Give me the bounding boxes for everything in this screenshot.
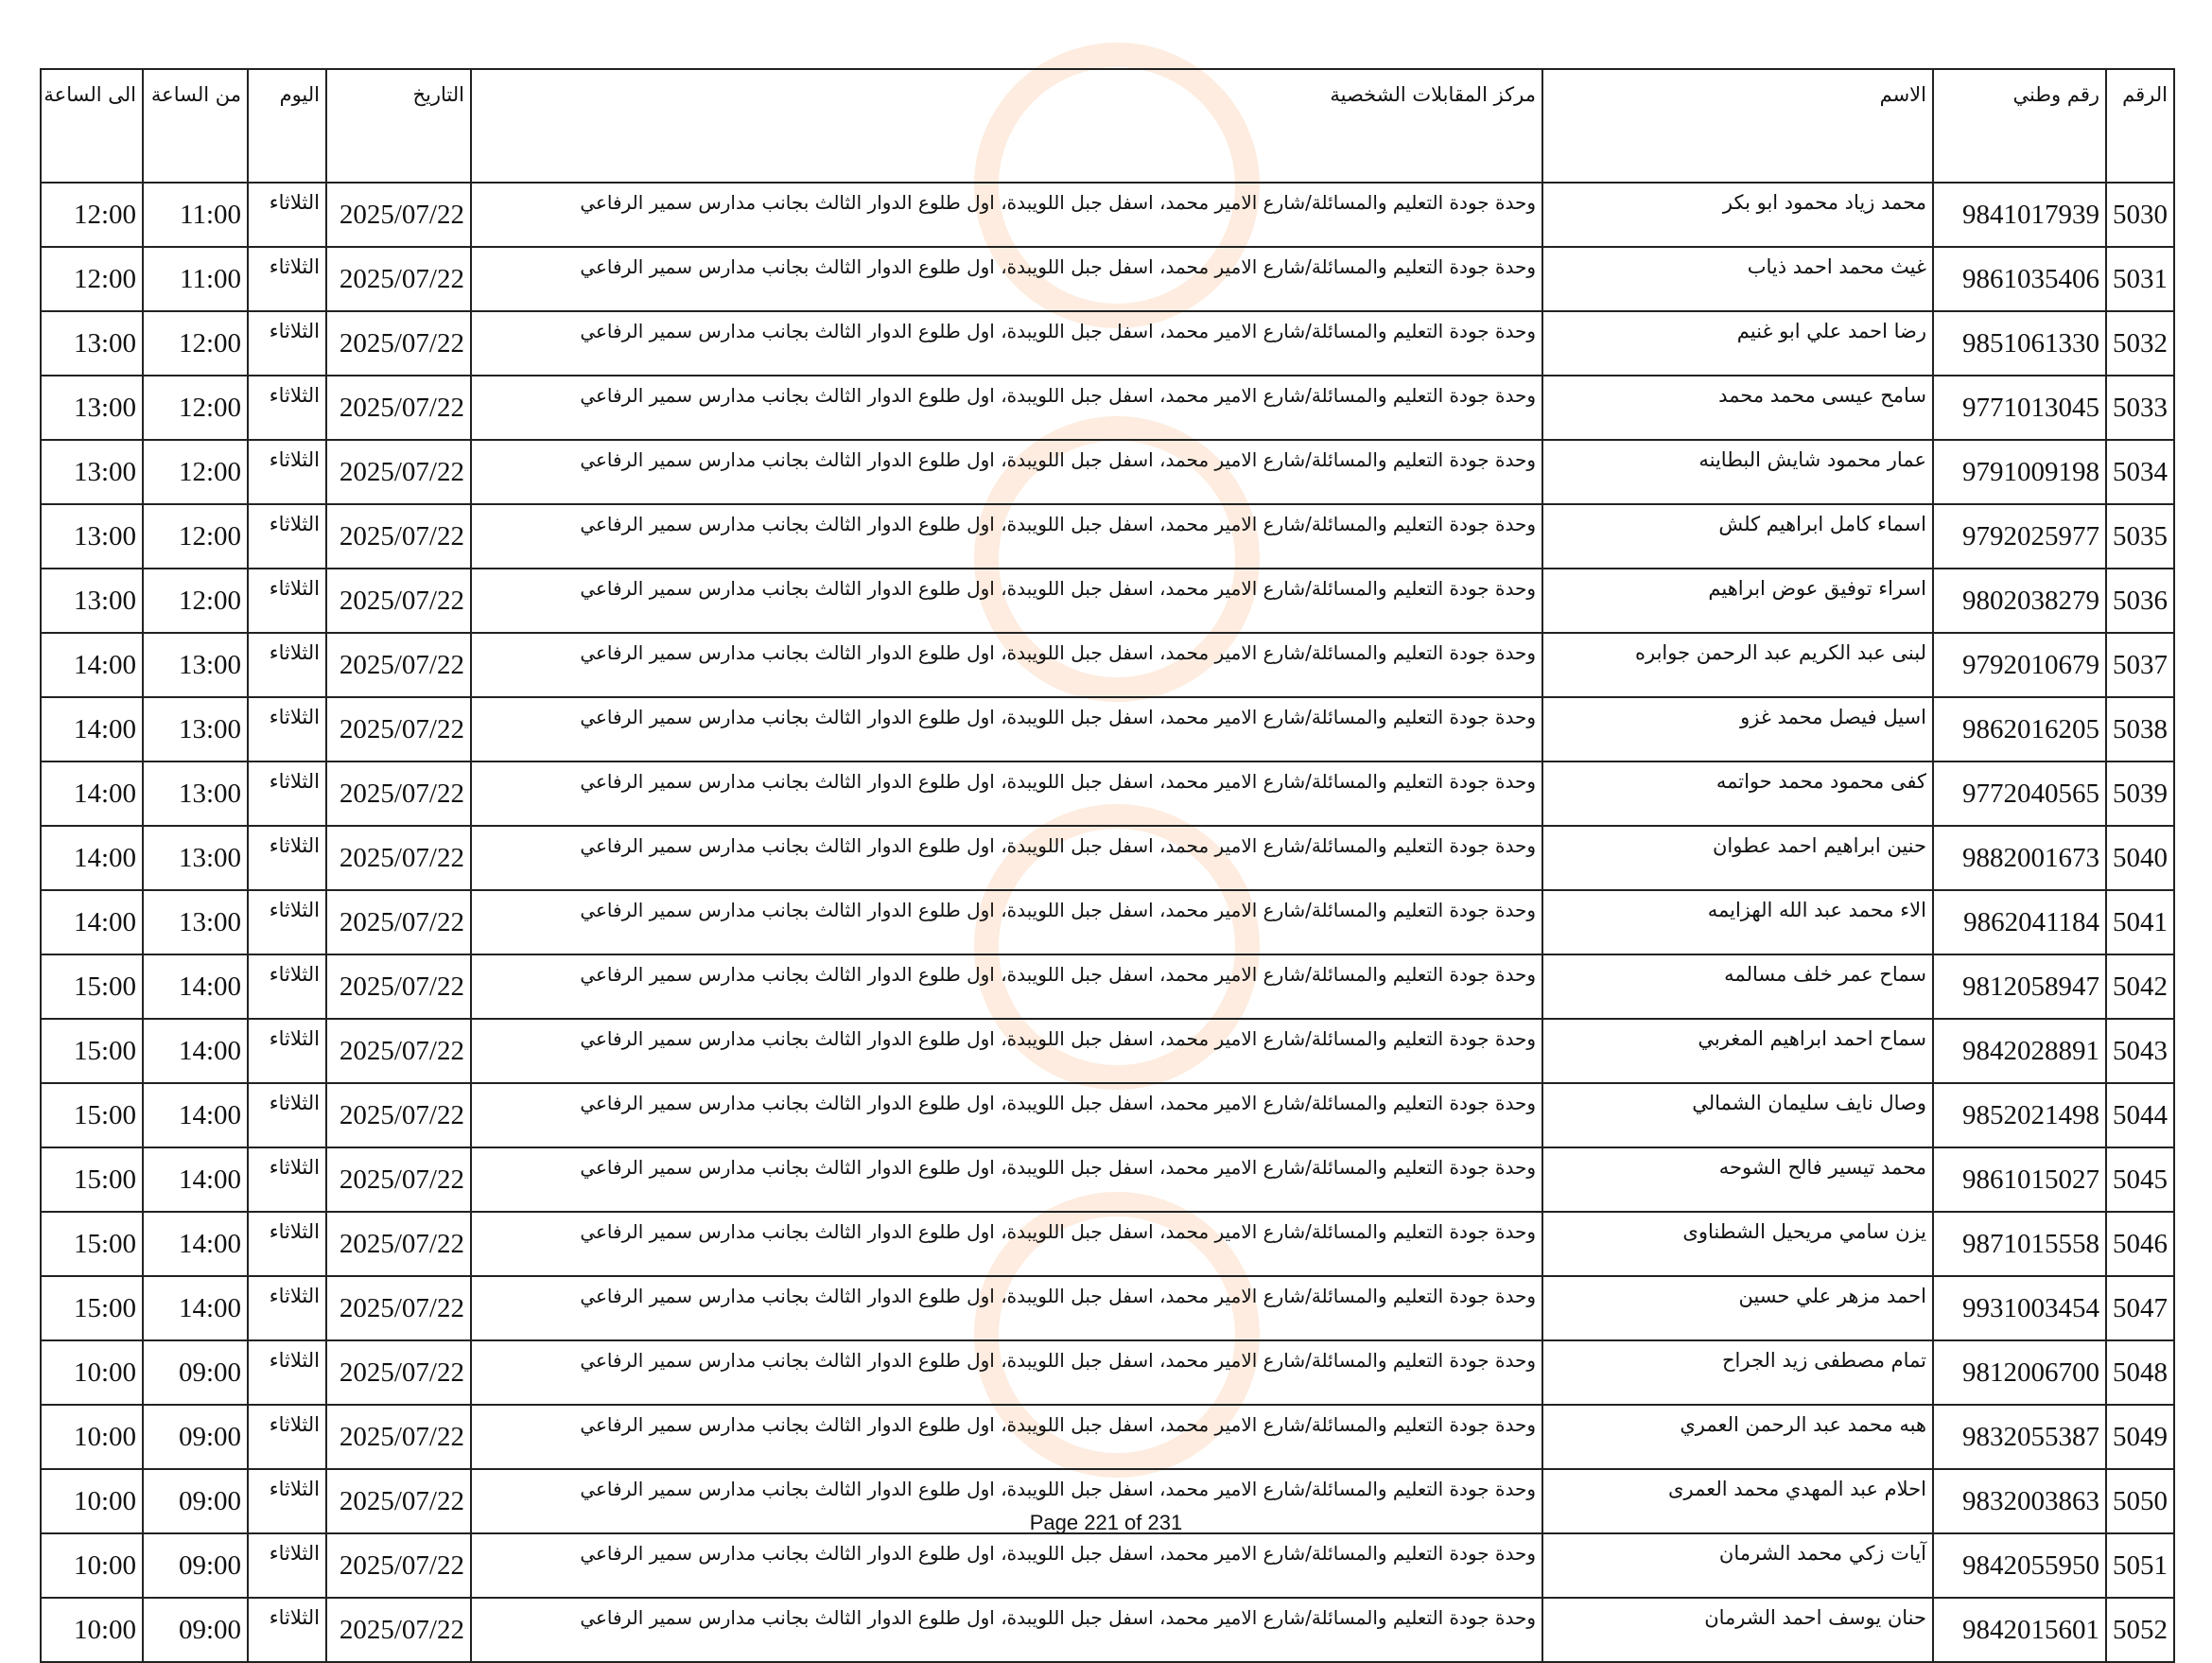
cell-day: الثلاثاء	[248, 311, 326, 376]
table-row	[41, 1405, 2174, 1469]
cell-to: 15:00	[41, 954, 143, 1019]
cell-day: الثلاثاء	[248, 1469, 326, 1533]
cell-day: الثلاثاء	[248, 1533, 326, 1598]
cell-day: الثلاثاء	[248, 697, 326, 761]
cell-from: 13:00	[143, 761, 248, 826]
cell-national-id: 9931003454	[1933, 1276, 2106, 1340]
cell-to: 14:00	[41, 890, 143, 954]
table-row	[41, 1019, 2174, 1083]
cell-from: 11:00	[143, 247, 248, 311]
cell-from: 12:00	[143, 569, 248, 633]
cell-no: 5039	[2106, 761, 2174, 826]
cell-no: 5031	[2106, 247, 2174, 311]
cell-no: 5043	[2106, 1019, 2174, 1083]
cell-day: الثلاثاء	[248, 376, 326, 440]
cell-center: وحدة جودة التعليم والمسائلة/شارع الامير محمد، اسفل جبل اللويبدة، اول طلوع الدوار الثالث بجانب مدارس سمير الرفاعي	[471, 376, 1542, 440]
cell-national-id: 9792010679	[1933, 633, 2106, 697]
cell-to: 10:00	[41, 1405, 143, 1469]
table-row	[41, 1340, 2174, 1405]
page-number: Page 221 of 231	[1029, 1511, 1183, 1534]
header-to: الى الساعة	[41, 69, 143, 183]
cell-no: 5047	[2106, 1276, 2174, 1340]
cell-center: وحدة جودة التعليم والمسائلة/شارع الامير محمد، اسفل جبل اللويبدة، اول طلوع الدوار الثالث بجانب مدارس سمير الرفاعي	[471, 890, 1542, 954]
cell-national-id: 9832055387	[1933, 1405, 2106, 1469]
header-day: اليوم	[248, 69, 326, 183]
cell-national-id: 9842055950	[1933, 1533, 2106, 1598]
cell-day: الثلاثاء	[248, 1276, 326, 1340]
cell-national-id: 9861035406	[1933, 247, 2106, 311]
cell-date: 2025/07/22	[326, 761, 471, 826]
cell-to: 15:00	[41, 1083, 143, 1147]
cell-name: يزن سامي مريحيل الشطناوى	[1542, 1212, 1933, 1276]
cell-to: 14:00	[41, 633, 143, 697]
cell-date: 2025/07/22	[326, 826, 471, 890]
cell-day: الثلاثاء	[248, 183, 326, 247]
header-center: مركز المقابلات الشخصية	[471, 69, 1542, 183]
cell-national-id: 9791009198	[1933, 440, 2106, 504]
cell-from: 14:00	[143, 1083, 248, 1147]
cell-to: 12:00	[41, 183, 143, 247]
cell-national-id: 9852021498	[1933, 1083, 2106, 1147]
cell-from: 13:00	[143, 890, 248, 954]
cell-to: 15:00	[41, 1019, 143, 1083]
cell-name: كفى محمود محمد حواتمه	[1542, 761, 1933, 826]
cell-center: وحدة جودة التعليم والمسائلة/شارع الامير محمد، اسفل جبل اللويبدة، اول طلوع الدوار الثالث بجانب مدارس سمير الرفاعي	[471, 761, 1542, 826]
cell-day: الثلاثاء	[248, 1598, 326, 1662]
cell-to: 10:00	[41, 1598, 143, 1662]
table-row	[41, 504, 2174, 569]
cell-date: 2025/07/22	[326, 1212, 471, 1276]
cell-from: 12:00	[143, 376, 248, 440]
cell-from: 14:00	[143, 954, 248, 1019]
cell-no: 5051	[2106, 1533, 2174, 1598]
cell-center: وحدة جودة التعليم والمسائلة/شارع الامير محمد، اسفل جبل اللويبدة، اول طلوع الدوار الثالث بجانب مدارس سمير الرفاعي	[471, 826, 1542, 890]
cell-center: وحدة جودة التعليم والمسائلة/شارع الامير محمد، اسفل جبل اللويبدة، اول طلوع الدوار الثالث بجانب مدارس سمير الرفاعي	[471, 183, 1542, 247]
cell-day: الثلاثاء	[248, 1340, 326, 1405]
cell-day: الثلاثاء	[248, 954, 326, 1019]
cell-day: الثلاثاء	[248, 1405, 326, 1469]
table-row	[41, 311, 2174, 376]
cell-name: الاء محمد عبد الله الهزايمه	[1542, 890, 1933, 954]
header-name: الاسم	[1542, 69, 1933, 183]
cell-name: محمد تيسير فالح الشوحه	[1542, 1147, 1933, 1212]
table-row	[41, 890, 2174, 954]
table-row	[41, 954, 2174, 1019]
cell-date: 2025/07/22	[326, 247, 471, 311]
cell-date: 2025/07/22	[326, 311, 471, 376]
cell-center: وحدة جودة التعليم والمسائلة/شارع الامير محمد، اسفل جبل اللويبدة، اول طلوع الدوار الثالث بجانب مدارس سمير الرفاعي	[471, 1083, 1542, 1147]
table-row	[41, 183, 2174, 247]
cell-to: 13:00	[41, 504, 143, 569]
cell-name: سامح عيسى محمد محمد	[1542, 376, 1933, 440]
cell-center: وحدة جودة التعليم والمسائلة/شارع الامير محمد، اسفل جبل اللويبدة، اول طلوع الدوار الثالث بجانب مدارس سمير الرفاعي	[471, 1533, 1542, 1598]
cell-center: وحدة جودة التعليم والمسائلة/شارع الامير محمد، اسفل جبل اللويبدة، اول طلوع الدوار الثالث بجانب مدارس سمير الرفاعي	[471, 1147, 1542, 1212]
cell-no: 5040	[2106, 826, 2174, 890]
cell-name: سماح عمر خلف مسالمه	[1542, 954, 1933, 1019]
cell-from: 14:00	[143, 1212, 248, 1276]
cell-no: 5035	[2106, 504, 2174, 569]
cell-national-id: 9842028891	[1933, 1019, 2106, 1083]
cell-date: 2025/07/22	[326, 1598, 471, 1662]
cell-no: 5036	[2106, 569, 2174, 633]
cell-no: 5050	[2106, 1469, 2174, 1533]
cell-center: وحدة جودة التعليم والمسائلة/شارع الامير محمد، اسفل جبل اللويبدة، اول طلوع الدوار الثالث بجانب مدارس سمير الرفاعي	[471, 1019, 1542, 1083]
table-row	[41, 826, 2174, 890]
cell-date: 2025/07/22	[326, 1147, 471, 1212]
table-row	[41, 569, 2174, 633]
cell-date: 2025/07/22	[326, 1533, 471, 1598]
table-row	[41, 761, 2174, 826]
cell-national-id: 9812006700	[1933, 1340, 2106, 1405]
cell-no: 5034	[2106, 440, 2174, 504]
cell-name: احلام عبد المهدي محمد العمرى	[1542, 1469, 1933, 1533]
cell-center: وحدة جودة التعليم والمسائلة/شارع الامير محمد، اسفل جبل اللويبدة، اول طلوع الدوار الثالث بجانب مدارس سمير الرفاعي	[471, 569, 1542, 633]
cell-date: 2025/07/22	[326, 1276, 471, 1340]
cell-national-id: 9851061330	[1933, 311, 2106, 376]
table-row	[41, 376, 2174, 440]
cell-no: 5042	[2106, 954, 2174, 1019]
cell-to: 14:00	[41, 761, 143, 826]
cell-from: 14:00	[143, 1147, 248, 1212]
cell-day: الثلاثاء	[248, 633, 326, 697]
cell-national-id: 9882001673	[1933, 826, 2106, 890]
cell-no: 5044	[2106, 1083, 2174, 1147]
cell-day: الثلاثاء	[248, 761, 326, 826]
cell-center: وحدة جودة التعليم والمسائلة/شارع الامير محمد، اسفل جبل اللويبدة، اول طلوع الدوار الثالث بجانب مدارس سمير الرفاعي	[471, 1405, 1542, 1469]
cell-to: 12:00	[41, 247, 143, 311]
header-no: الرقم	[2106, 69, 2174, 183]
cell-national-id: 9802038279	[1933, 569, 2106, 633]
cell-date: 2025/07/22	[326, 1469, 471, 1533]
table-row	[41, 1276, 2174, 1340]
cell-to: 10:00	[41, 1533, 143, 1598]
table-row	[41, 1212, 2174, 1276]
cell-name: غيث محمد احمد ذياب	[1542, 247, 1933, 311]
cell-name: وصال نايف سليمان الشمالي	[1542, 1083, 1933, 1147]
cell-name: تمام مصطفى زيد الجراح	[1542, 1340, 1933, 1405]
cell-date: 2025/07/22	[326, 569, 471, 633]
cell-center: وحدة جودة التعليم والمسائلة/شارع الامير محمد، اسفل جبل اللويبدة، اول طلوع الدوار الثالث بجانب مدارس سمير الرفاعي	[471, 697, 1542, 761]
header-national-id: رقم وطني	[1933, 69, 2106, 183]
table-row	[41, 1147, 2174, 1212]
cell-national-id: 9792025977	[1933, 504, 2106, 569]
cell-day: الثلاثاء	[248, 826, 326, 890]
table-row	[41, 697, 2174, 761]
cell-name: هبه محمد عبد الرحمن العمري	[1542, 1405, 1933, 1469]
cell-center: وحدة جودة التعليم والمسائلة/شارع الامير محمد، اسفل جبل اللويبدة، اول طلوع الدوار الثالث بجانب مدارس سمير الرفاعي	[471, 1340, 1542, 1405]
cell-to: 15:00	[41, 1212, 143, 1276]
table-row	[41, 1083, 2174, 1147]
cell-to: 13:00	[41, 311, 143, 376]
cell-from: 12:00	[143, 504, 248, 569]
cell-no: 5048	[2106, 1340, 2174, 1405]
cell-date: 2025/07/22	[326, 504, 471, 569]
cell-name: اسراء توفيق عوض ابراهيم	[1542, 569, 1933, 633]
cell-center: وحدة جودة التعليم والمسائلة/شارع الامير محمد، اسفل جبل اللويبدة، اول طلوع الدوار الثالث بجانب مدارس سمير الرفاعي	[471, 633, 1542, 697]
cell-day: الثلاثاء	[248, 1019, 326, 1083]
cell-day: الثلاثاء	[248, 504, 326, 569]
cell-date: 2025/07/22	[326, 376, 471, 440]
cell-from: 13:00	[143, 697, 248, 761]
cell-date: 2025/07/22	[326, 697, 471, 761]
cell-to: 14:00	[41, 697, 143, 761]
cell-to: 10:00	[41, 1469, 143, 1533]
cell-from: 13:00	[143, 633, 248, 697]
cell-national-id: 9861015027	[1933, 1147, 2106, 1212]
cell-from: 09:00	[143, 1598, 248, 1662]
cell-day: الثلاثاء	[248, 440, 326, 504]
cell-day: الثلاثاء	[248, 1083, 326, 1147]
cell-from: 13:00	[143, 826, 248, 890]
table-row	[41, 247, 2174, 311]
cell-national-id: 9862016205	[1933, 697, 2106, 761]
cell-name: حنان يوسف احمد الشرمان	[1542, 1598, 1933, 1662]
cell-no: 5032	[2106, 311, 2174, 376]
cell-to: 13:00	[41, 569, 143, 633]
header-row	[41, 69, 2174, 183]
cell-day: الثلاثاء	[248, 890, 326, 954]
cell-name: سماح احمد ابراهيم المغربي	[1542, 1019, 1933, 1083]
cell-to: 13:00	[41, 376, 143, 440]
cell-center: وحدة جودة التعليم والمسائلة/شارع الامير محمد، اسفل جبل اللويبدة، اول طلوع الدوار الثالث بجانب مدارس سمير الرفاعي	[471, 440, 1542, 504]
cell-to: 13:00	[41, 440, 143, 504]
cell-name: حنين ابراهيم احمد عطوان	[1542, 826, 1933, 890]
cell-no: 5045	[2106, 1147, 2174, 1212]
cell-name: اسماء كامل ابراهيم كلش	[1542, 504, 1933, 569]
cell-date: 2025/07/22	[326, 633, 471, 697]
cell-center: وحدة جودة التعليم والمسائلة/شارع الامير محمد، اسفل جبل اللويبدة، اول طلوع الدوار الثالث بجانب مدارس سمير الرفاعي	[471, 1212, 1542, 1276]
cell-no: 5052	[2106, 1598, 2174, 1662]
cell-national-id: 9812058947	[1933, 954, 2106, 1019]
cell-from: 09:00	[143, 1469, 248, 1533]
cell-day: الثلاثاء	[248, 1212, 326, 1276]
cell-date: 2025/07/22	[326, 1019, 471, 1083]
cell-day: الثلاثاء	[248, 247, 326, 311]
table-row	[41, 440, 2174, 504]
cell-from: 12:00	[143, 311, 248, 376]
cell-date: 2025/07/22	[326, 1405, 471, 1469]
cell-from: 14:00	[143, 1019, 248, 1083]
cell-no: 5038	[2106, 697, 2174, 761]
interview-schedule-table	[40, 68, 2175, 1663]
cell-no: 5041	[2106, 890, 2174, 954]
cell-center: وحدة جودة التعليم والمسائلة/شارع الامير محمد، اسفل جبل اللويبدة، اول طلوع الدوار الثالث بجانب مدارس سمير الرفاعي	[471, 504, 1542, 569]
cell-from: 11:00	[143, 183, 248, 247]
cell-from: 09:00	[143, 1405, 248, 1469]
cell-name: احمد مزهر علي حسين	[1542, 1276, 1933, 1340]
cell-to: 15:00	[41, 1276, 143, 1340]
cell-date: 2025/07/22	[326, 1083, 471, 1147]
cell-name: آيات زكي محمد الشرمان	[1542, 1533, 1933, 1598]
table-row	[41, 633, 2174, 697]
cell-from: 12:00	[143, 440, 248, 504]
cell-date: 2025/07/22	[326, 1340, 471, 1405]
cell-center: وحدة جودة التعليم والمسائلة/شارع الامير محمد، اسفل جبل اللويبدة، اول طلوع الدوار الثالث بجانب مدارس سمير الرفاعي	[471, 311, 1542, 376]
header-date: التاريخ	[326, 69, 471, 183]
cell-from: 09:00	[143, 1340, 248, 1405]
cell-center: وحدة جودة التعليم والمسائلة/شارع الامير محمد، اسفل جبل اللويبدة، اول طلوع الدوار الثالث بجانب مدارس سمير الرفاعي	[471, 954, 1542, 1019]
cell-name: اسيل فيصل محمد غزو	[1542, 697, 1933, 761]
cell-no: 5049	[2106, 1405, 2174, 1469]
cell-name: رضا احمد علي ابو غنيم	[1542, 311, 1933, 376]
cell-name: محمد زياد محمود ابو بكر	[1542, 183, 1933, 247]
table-row	[41, 1533, 2174, 1598]
cell-day: الثلاثاء	[248, 1147, 326, 1212]
cell-to: 15:00	[41, 1147, 143, 1212]
cell-national-id: 9771013045	[1933, 376, 2106, 440]
cell-no: 5046	[2106, 1212, 2174, 1276]
cell-center: وحدة جودة التعليم والمسائلة/شارع الامير محمد، اسفل جبل اللويبدة، اول طلوع الدوار الثالث بجانب مدارس سمير الرفاعي	[471, 1469, 1542, 1533]
cell-date: 2025/07/22	[326, 890, 471, 954]
cell-to: 14:00	[41, 826, 143, 890]
cell-no: 5030	[2106, 183, 2174, 247]
table-row	[41, 1598, 2174, 1662]
cell-to: 10:00	[41, 1340, 143, 1405]
cell-from: 09:00	[143, 1533, 248, 1598]
cell-day: الثلاثاء	[248, 569, 326, 633]
cell-from: 14:00	[143, 1276, 248, 1340]
cell-national-id: 9842015601	[1933, 1598, 2106, 1662]
cell-national-id: 9841017939	[1933, 183, 2106, 247]
cell-name: لبنى عبد الكريم عبد الرحمن جوابره	[1542, 633, 1933, 697]
cell-date: 2025/07/22	[326, 440, 471, 504]
cell-center: وحدة جودة التعليم والمسائلة/شارع الامير محمد، اسفل جبل اللويبدة، اول طلوع الدوار الثالث بجانب مدارس سمير الرفاعي	[471, 247, 1542, 311]
cell-center: وحدة جودة التعليم والمسائلة/شارع الامير محمد، اسفل جبل اللويبدة، اول طلوع الدوار الثالث بجانب مدارس سمير الرفاعي	[471, 1276, 1542, 1340]
cell-national-id: 9862041184	[1933, 890, 2106, 954]
cell-center: وحدة جودة التعليم والمسائلة/شارع الامير محمد، اسفل جبل اللويبدة، اول طلوع الدوار الثالث بجانب مدارس سمير الرفاعي	[471, 1598, 1542, 1662]
header-from: من الساعة	[143, 69, 248, 183]
cell-national-id: 9832003863	[1933, 1469, 2106, 1533]
cell-no: 5033	[2106, 376, 2174, 440]
cell-date: 2025/07/22	[326, 183, 471, 247]
cell-date: 2025/07/22	[326, 954, 471, 1019]
cell-no: 5037	[2106, 633, 2174, 697]
cell-name: عمار محمود شايش البطاينه	[1542, 440, 1933, 504]
cell-national-id: 9871015558	[1933, 1212, 2106, 1276]
cell-national-id: 9772040565	[1933, 761, 2106, 826]
